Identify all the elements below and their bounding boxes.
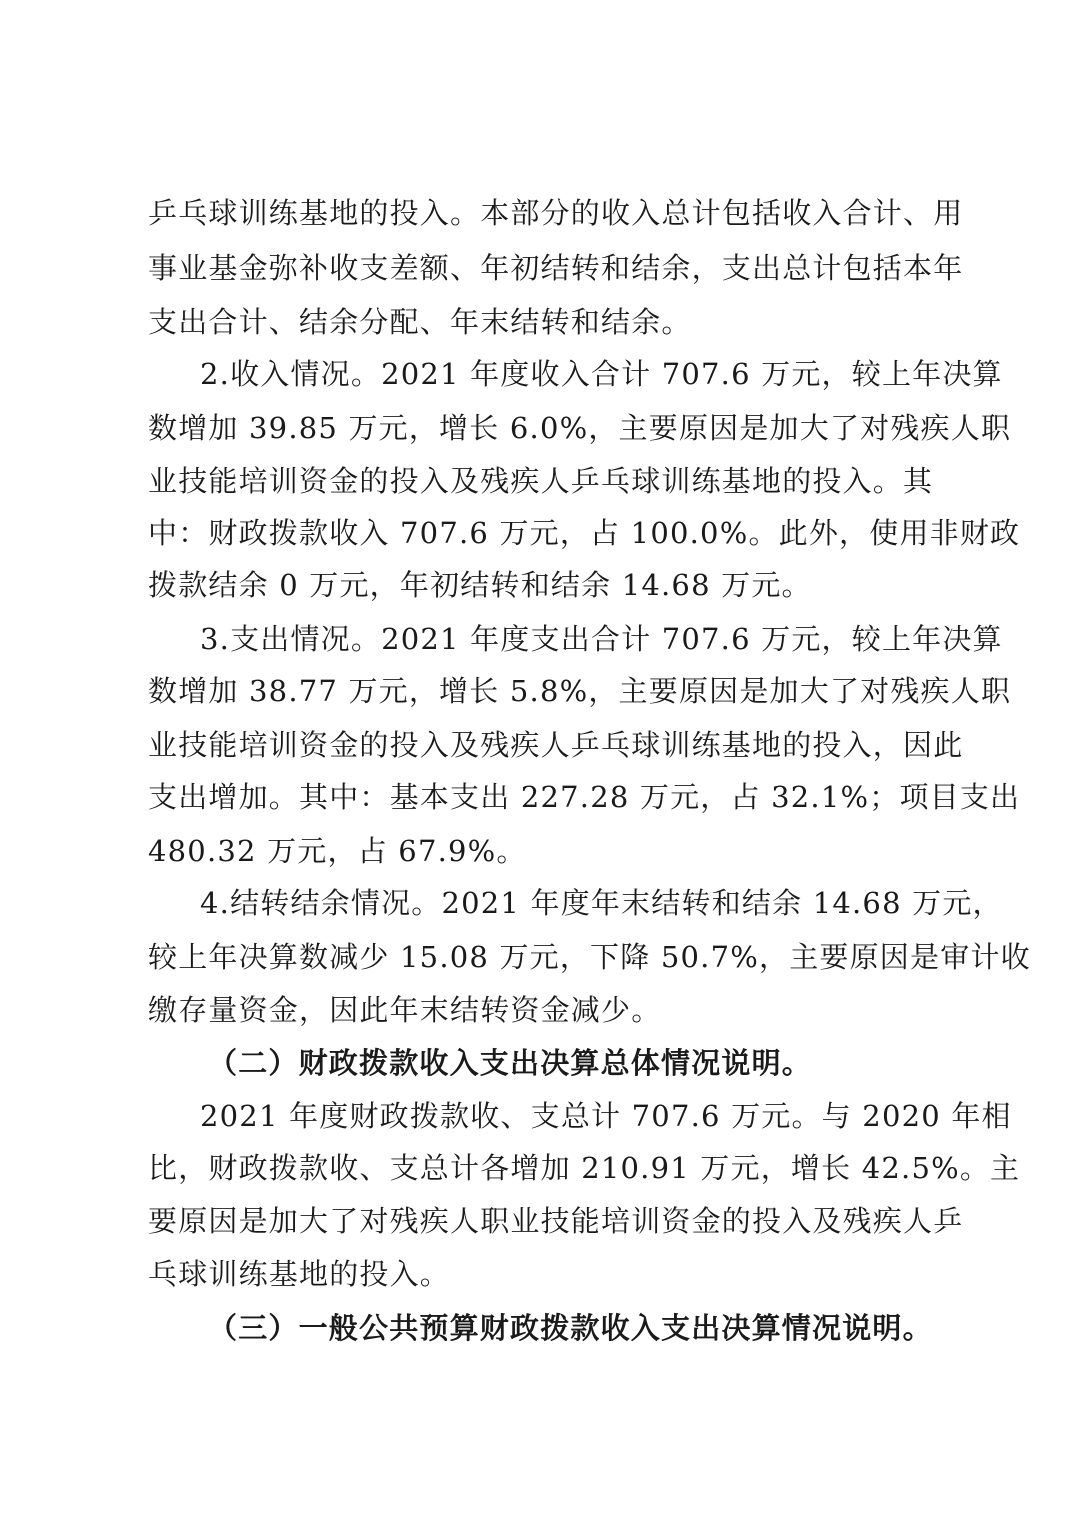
body-text-line: 比，财政拨款收、支总计各增加 210.91 万元，增长 42.5%。主 bbox=[148, 1151, 1021, 1185]
paragraph-expenditure-start: 3.支出情况。2021 年度支出合计 707.6 万元，较上年决算 bbox=[200, 622, 1003, 656]
body-text-line: 缴存量资金，因此年末结转资金减少。 bbox=[148, 993, 662, 1027]
body-text-line: 要原因是加大了对残疾人职业技能培训资金的投入及残疾人乒 bbox=[148, 1204, 964, 1238]
paragraph-fiscal-total-start: 2021 年度财政拨款收、支总计 707.6 万元。与 2020 年相 bbox=[200, 1099, 1012, 1133]
body-text-line: 业技能培训资金的投入及残疾人乒乓球训练基地的投入。其 bbox=[148, 464, 934, 498]
body-text-line: 业技能培训资金的投入及残疾人乒乓球训练基地的投入，因此 bbox=[148, 728, 964, 762]
body-text-line: 支出合计、结余分配、年末结转和结余。 bbox=[148, 305, 692, 339]
body-text-line: 支出增加。其中：基本支出 227.28 万元，占 32.1%；项目支出 bbox=[148, 780, 1021, 814]
body-text-line: 拨款结余 0 万元，年初结转和结余 14.68 万元。 bbox=[148, 568, 812, 602]
body-text-line: 480.32 万元，占 67.9%。 bbox=[148, 834, 527, 868]
section-heading-2: （二）财政拨款收入支出决算总体情况说明。 bbox=[208, 1046, 813, 1080]
body-text-line: 乒乓球训练基地的投入。本部分的收入总计包括收入合计、用 bbox=[148, 196, 964, 230]
body-text-line: 事业基金弥补收支差额、年初结转和结余，支出总计包括本年 bbox=[148, 251, 964, 285]
body-text-line: 数增加 39.85 万元，增长 6.0%，主要原因是加大了对残疾人职 bbox=[148, 411, 1012, 445]
paragraph-income-start: 2.收入情况。2021 年度收入合计 707.6 万元，较上年决算 bbox=[200, 357, 1003, 391]
section-heading-3: （三）一般公共预算财政拨款收入支出决算情况说明。 bbox=[208, 1311, 933, 1345]
paragraph-carryover-start: 4.结转结余情况。2021 年度年末结转和结余 14.68 万元， bbox=[200, 886, 1003, 920]
body-text-line: 中：财政拨款收入 707.6 万元，占 100.0%。此外，使用非财政 bbox=[148, 516, 1021, 550]
body-text-line: 乓球训练基地的投入。 bbox=[148, 1257, 451, 1291]
body-text-line: 较上年决算数减少 15.08 万元，下降 50.7%，主要原因是审计收 bbox=[148, 940, 1031, 974]
body-text-line: 数增加 38.77 万元，增长 5.8%，主要原因是加大了对残疾人职 bbox=[148, 674, 1012, 708]
